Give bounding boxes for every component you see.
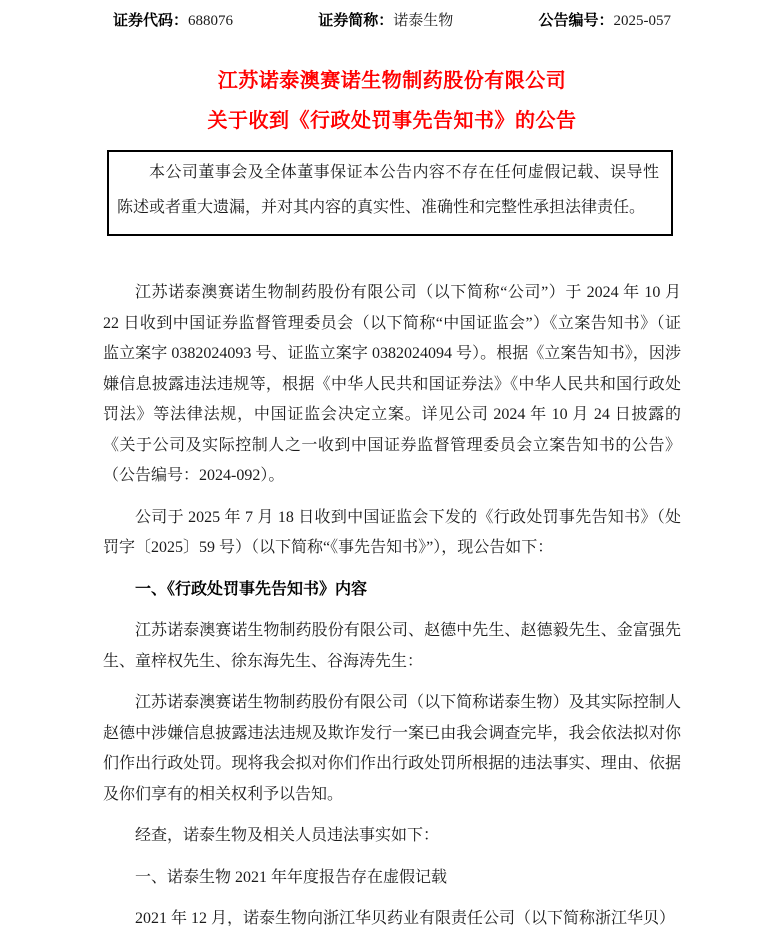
company-title: 江苏诺泰澳赛诺生物制药股份有限公司 (217, 70, 567, 92)
paragraph-notice-received: 公司于 2025 年 7 月 18 日收到中国证监会下发的《行政处罚事先告知书》（处罚字〔2025〕59 号）（以下简称“《事先告知书》”），现公告如下： (103, 508, 681, 556)
paragraph-case-filing: 江苏诺泰澳赛诺生物制药股份有限公司（以下简称“公司”）于 2024 年 10 月 22 日收到中国证券监督管理委员会（以下简称“中国证监会”）《立案告知书》（证监立案字 0382024093 号、证监立案字 0382024094 号）。根据《立案告知书》，因涉嫌信息披露违法违规等，根据《中华人民共和国证券法》《中华人民共和国行政处罚法》等法律法规，中国证监会决定立案。详见公司 2024 年 10 月 24 日披露的《关于公司及实际控制人之一收到中国证券监督管理委员会立案告知书的公告》（公告编号：2024-092）。 (103, 284, 681, 484)
subheading-false-records-2021: 一、诺泰生物 2021 年年度报告存在虚假记载 (135, 868, 448, 886)
stock-code-value: 688076 (188, 13, 234, 29)
announcement-number (538, 9, 671, 30)
stock-code-label: 证券代码： (113, 13, 189, 29)
paragraph-zhejiang-huabei: 2021 年 12 月，诺泰生物向浙江华贝药业有限责任公司（以下简称浙江华贝） (135, 910, 676, 926)
stock-abbr (318, 9, 453, 30)
announcement-no-label: 公告编号： (538, 13, 614, 29)
board-disclaimer-box (107, 150, 673, 236)
board-disclaimer-text: 本公司董事会及全体董事保证本公告内容不存在任何虚假记载、误导性陈述或者重大遗漏，并对其内容的真实性、准确性和完整性承担法律责任。 (117, 164, 659, 216)
announcement-title: 关于收到《行政处罚事先告知书》的公告 (207, 110, 577, 132)
paragraph-investigation-conclusion: 江苏诺泰澳赛诺生物制药股份有限公司（以下简称诺泰生物）及其实际控制人赵德中涉嫌信息披露违法违规及欺诈发行一案已由我会调查完毕，我会依法拟对你们作出行政处罚。现将我会拟对你们作出行政处罚所根据的违法事实、理由、依据及你们享有的相关权利予以告知。 (103, 694, 681, 803)
announcement-no-value: 2025-057 (613, 13, 671, 29)
paragraph-facts-intro: 经查，诺泰生物及相关人员违法事实如下： (135, 827, 440, 844)
stock-abbr-label: 证券简称： (318, 13, 394, 29)
stock-code (113, 9, 233, 30)
paragraph-addressees: 江苏诺泰澳赛诺生物制药股份有限公司、赵德中先生、赵德毅先生、金富强先生、童梓权先生、徐东海先生、谷海涛先生： (103, 622, 681, 670)
section-heading-notice-content: 一、《行政处罚事先告知书》内容 (135, 580, 368, 598)
document-content (103, 0, 681, 926)
stock-abbr-value: 诺泰生物 (393, 13, 454, 29)
securities-header (103, 0, 681, 30)
